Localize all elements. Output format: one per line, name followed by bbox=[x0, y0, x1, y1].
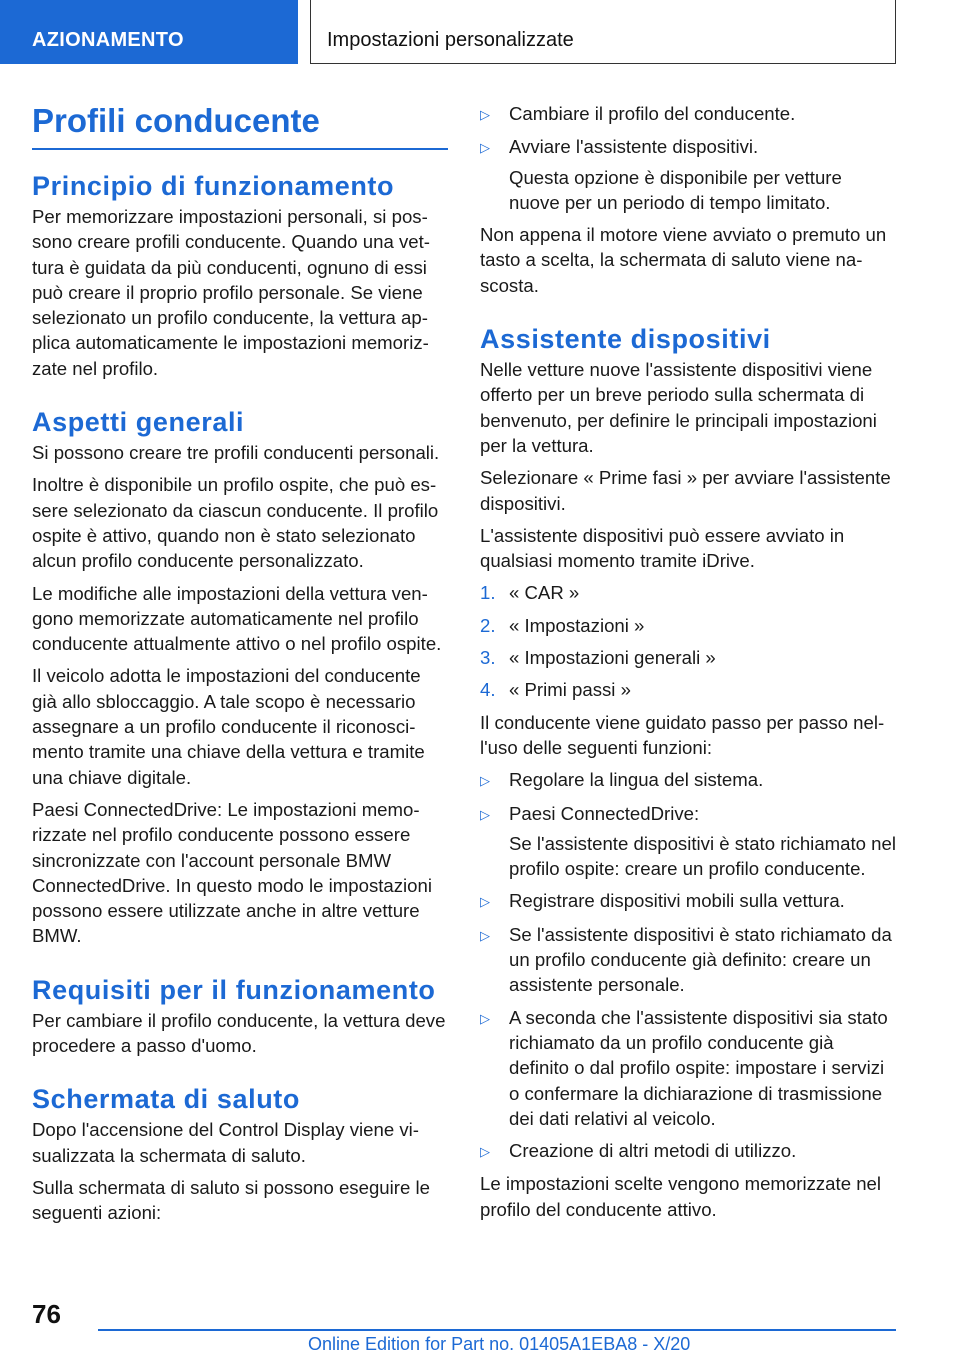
step-item bbox=[480, 677, 896, 702]
list-item-text: Se l'assistente dispositivi è stato richiamato da un profilo conducente già definito: creare un assistente personale. bbox=[509, 923, 892, 996]
triangle-bullet-icon: ▷ bbox=[480, 1010, 490, 1026]
step-item bbox=[480, 613, 896, 638]
list-item bbox=[480, 134, 896, 160]
list-item-text: Paesi ConnectedDrive: bbox=[509, 802, 700, 824]
list-item bbox=[480, 1005, 896, 1131]
list-item bbox=[480, 1138, 896, 1164]
paragraph: Per memorizzare impostazioni personali, si possono creare profili conducente. Quando una vettura è guidata da più conducenti, ognuno di essi può creare il proprio profilo personale. Se viene selezionato un profilo conducente, la vettura applica automaticamente le impostazioni memorizzate nel profilo. bbox=[32, 206, 430, 379]
step-item bbox=[480, 645, 896, 670]
heading-principio: Principio di funzionamento bbox=[32, 171, 395, 201]
paragraph: Le modifiche alle impostazioni della vettura vengono memorizzate automaticamente nel profilo conducente attualmente attivo o nel profilo ospite. bbox=[32, 582, 442, 655]
paragraph: Nelle vetture nuove l'assistente dispositivi viene offerto per un breve periodo sulla schermata di benvenuto, per definire le principali impostazioni per la vettura. bbox=[480, 359, 877, 456]
list-item-text: Regolare la lingua del sistema. bbox=[509, 769, 764, 791]
section-tab: AZIONAMENTO bbox=[0, 0, 298, 64]
step-number: 1. bbox=[480, 582, 496, 604]
list-item bbox=[480, 101, 896, 127]
paragraph: Selezionare « Prime fasi » per avviare l'assistente dispositivi. bbox=[480, 467, 891, 514]
triangle-bullet-icon: ▷ bbox=[480, 1144, 490, 1160]
step-number: 3. bbox=[480, 647, 496, 669]
footer-rule bbox=[98, 1329, 896, 1331]
list-item-text: Cambiare il profilo del conducente. bbox=[509, 103, 796, 124]
list-item-note: Se l'assistente dispositivi è stato richiamato nel profilo ospite: creare un profilo conducente. bbox=[509, 832, 896, 880]
right-column bbox=[480, 101, 896, 1229]
list-item-text: A seconda che l'assistente dispositivi sia stato richiamato da un profilo conducente già definito o dal profilo ospite: impostare i servizi o confermare la dichiarazione di trasmissione dei dati relativi al veicolo. bbox=[509, 1006, 888, 1129]
paragraph: Dopo l'accensione del Control Display viene visualizzata la schermata di saluto. bbox=[32, 1119, 419, 1166]
list-item bbox=[480, 922, 896, 998]
heading-aspetti-generali: Aspetti generali bbox=[32, 407, 245, 438]
step-text: « Impostazioni generali » bbox=[509, 647, 716, 669]
triangle-bullet-icon: ▷ bbox=[480, 927, 490, 943]
list-item bbox=[480, 767, 896, 793]
step-text: « Impostazioni » bbox=[509, 614, 645, 636]
step-text: « Primi passi » bbox=[509, 679, 631, 701]
step-item bbox=[480, 580, 896, 605]
paragraph: Paesi ConnectedDrive: Le impostazioni memorizzate nel profilo conducente possono essere sincronizzate con l'account personale BMW ConnectedDrive. In questo modo le impostazioni possono essere utilizzate anche in altre vetture BMW. bbox=[32, 798, 432, 947]
paragraph: Sulla schermata di saluto si possono eseguire le seguenti azioni: bbox=[32, 1176, 430, 1224]
heading-schermata-saluto: Schermata di saluto bbox=[32, 1084, 300, 1115]
page-title: Profili conducente bbox=[32, 96, 448, 150]
paragraph: Non appena il motore viene avviato o premuto un tasto a scelta, la schermata di saluto viene nascosta. bbox=[480, 224, 887, 296]
paragraph: Le impostazioni scelte vengono memorizzate nel profilo del conducente attivo. bbox=[480, 1173, 882, 1220]
left-column bbox=[32, 96, 448, 1233]
step-number: 2. bbox=[480, 614, 496, 636]
paragraph: Il veicolo adotta le impostazioni del conducente già allo sbloccaggio. A tale scopo è necessario assegnare a un profilo conducente il riconoscimento tramite una chiave della vettura e tramite una chiave digitale. bbox=[32, 665, 425, 788]
triangle-bullet-icon: ▷ bbox=[480, 140, 490, 156]
list-item bbox=[480, 888, 896, 914]
paragraph: Si possono creare tre profili conducenti personali. bbox=[32, 442, 440, 464]
step-number: 4. bbox=[480, 679, 496, 701]
paragraph: Per cambiare il profilo conducente, la vettura deve procedere a passo d'uomo. bbox=[32, 1009, 446, 1057]
paragraph: Il conducente viene guidato passo per passo nell'uso delle seguenti funzioni: bbox=[480, 711, 885, 758]
triangle-bullet-icon: ▷ bbox=[480, 894, 490, 910]
triangle-bullet-icon: ▷ bbox=[480, 806, 490, 822]
footer-edition: Online Edition for Part no. 01405A1EBA8 - X/20 bbox=[308, 1334, 691, 1354]
list-item-text: Registrare dispositivi mobili sulla vettura. bbox=[509, 890, 845, 912]
triangle-bullet-icon: ▷ bbox=[480, 107, 490, 122]
heading-assistente-dispositivi: Assistente dispositivi bbox=[480, 324, 771, 355]
paragraph: L'assistente dispositivi può essere avviato in qualsiasi momento tramite iDrive. bbox=[480, 524, 845, 572]
triangle-bullet-icon: ▷ bbox=[480, 773, 490, 789]
list-item bbox=[480, 801, 896, 827]
page-number: 76 bbox=[32, 1299, 61, 1329]
heading-requisiti: Requisiti per il funzionamento bbox=[32, 974, 436, 1005]
step-text: « CAR » bbox=[509, 582, 580, 604]
list-item-text: Creazione di altri metodi di utilizzo. bbox=[509, 1140, 797, 1162]
chapter-title: Impostazioni personalizzate bbox=[310, 0, 896, 64]
list-item-text: Avviare l'assistente dispositivi. bbox=[509, 136, 759, 158]
list-item-note: Questa opzione è disponibile per vetture nuove per un periodo di tempo limitato. bbox=[509, 166, 842, 213]
paragraph: Inoltre è disponibile un profilo ospite, che può essere selezionato da ciascun conducente. Il profilo ospite è attivo, quando non è stato selezionato alcun profilo conducente personalizzato. bbox=[32, 474, 439, 572]
